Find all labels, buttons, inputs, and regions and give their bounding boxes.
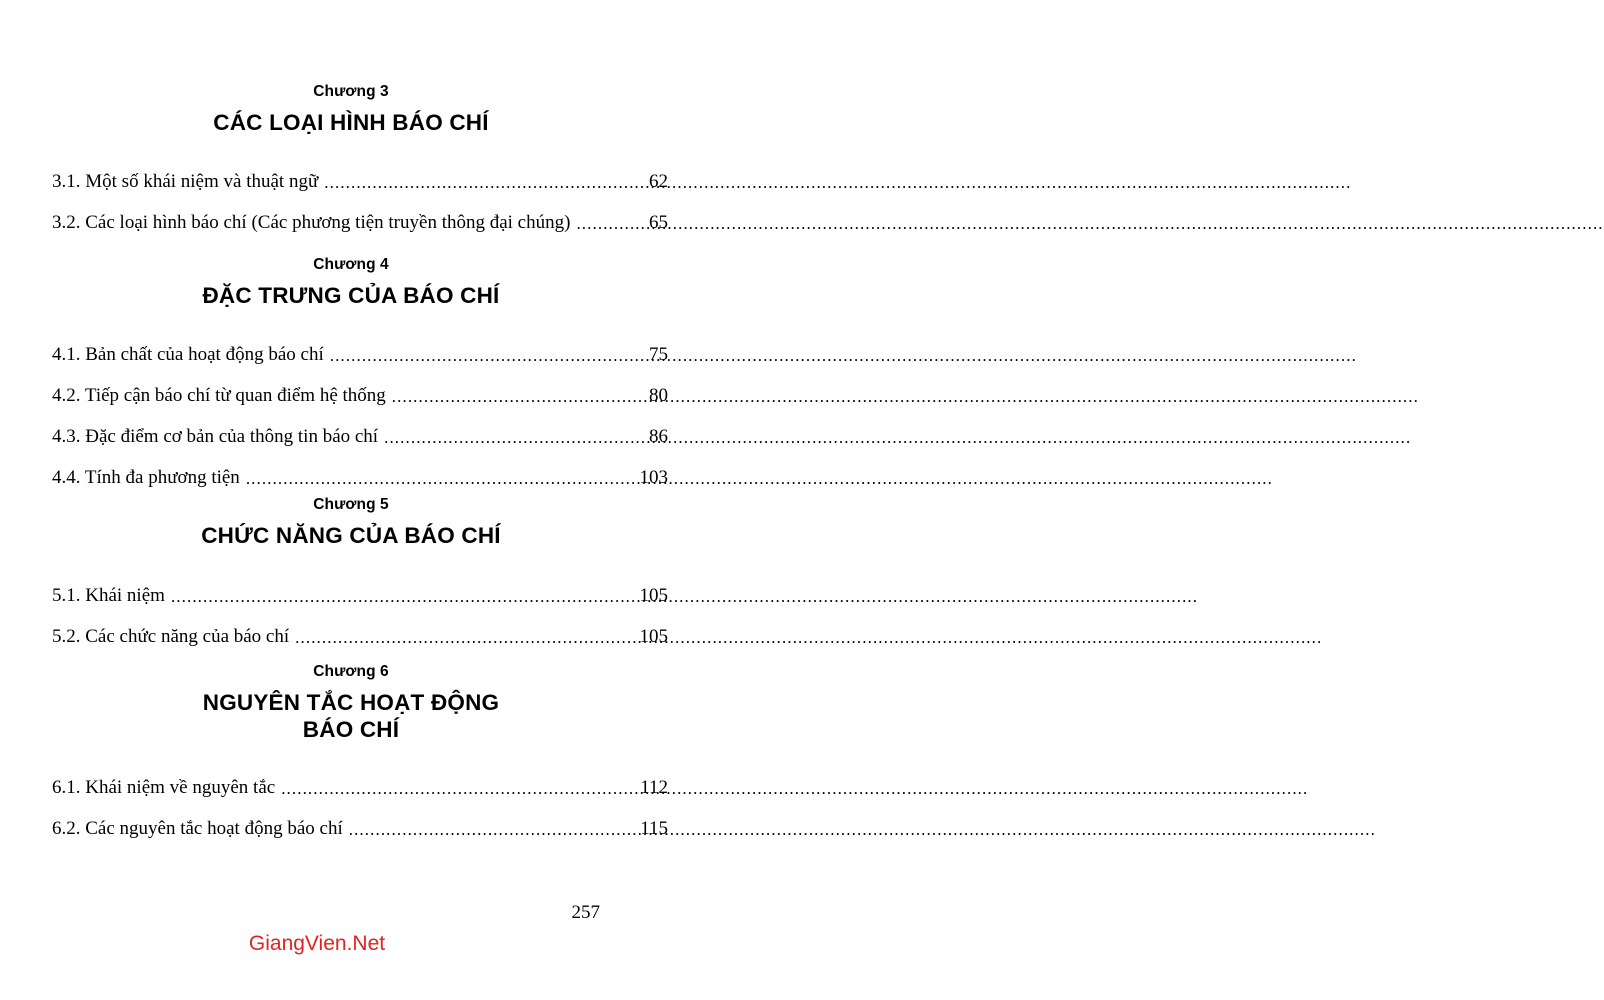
toc-entry-label: 4.2. Tiếp cận báo chí từ quan điểm hệ thống — [52, 384, 386, 406]
toc-entry-page-number: 103 — [639, 466, 668, 488]
chapter-heading-4 — [34, 257, 668, 309]
toc-entry-label: 4.3. Đặc điểm cơ bản của thông tin báo chí — [52, 425, 379, 447]
chapter-title-line: NGUYÊN TẮC HOẠT ĐỘNG — [202, 689, 500, 715]
leader-dots — [295, 627, 634, 646]
site-watermark: GiangVien.Net — [248, 932, 386, 955]
leader-dots — [246, 468, 634, 487]
leader-dots — [576, 213, 634, 232]
chapter-block-6 — [34, 664, 668, 838]
toc-entry[interactable] — [34, 627, 668, 646]
toc-entry-page-number: 105 — [639, 625, 668, 647]
toc-entry[interactable] — [34, 213, 668, 232]
leader-dots — [384, 427, 634, 446]
toc-entry[interactable] — [34, 468, 668, 487]
chapter-title-line: BÁO CHÍ — [302, 716, 400, 742]
toc-entry[interactable] — [34, 172, 668, 191]
chapter-block-3 — [34, 84, 668, 232]
chapter-title-3 — [34, 109, 668, 136]
toc-entry-label: 5.1. Khái niệm — [52, 584, 165, 606]
toc-entry-page-number: 86 — [649, 425, 668, 447]
table-of-contents-page — [0, 0, 668, 1000]
toc-entry-page-number: 65 — [649, 211, 668, 233]
chapter-title-line: CHỨC NĂNG CỦA BÁO CHÍ — [201, 522, 501, 548]
chapter-kicker-6: Chương 6 — [313, 663, 389, 680]
toc-entry-label: 4.4. Tính đa phương tiện — [52, 466, 240, 488]
chapter-kicker-4: Chương 4 — [313, 256, 389, 273]
chapter-title-4 — [34, 282, 668, 309]
toc-entry-list-5 — [34, 586, 668, 646]
toc-entry-list-6 — [34, 778, 668, 838]
toc-entry-label: 6.2. Các nguyên tắc hoạt động báo chí — [52, 818, 343, 840]
toc-entry-page-number: 112 — [640, 777, 668, 799]
toc-entry-page-number: 105 — [639, 584, 668, 606]
chapter-block-4 — [34, 257, 668, 487]
toc-entry-page-number: 80 — [649, 384, 668, 406]
chapter-block-5 — [34, 497, 668, 646]
toc-entry-label: 5.2. Các chức năng của báo chí — [52, 625, 290, 647]
toc-entry-label: 4.1. Bản chất của hoạt động báo chí — [52, 343, 324, 365]
toc-entry-list-4 — [34, 345, 668, 487]
toc-entry-label: 3.2. Các loại hình báo chí (Các phương tiện truyền thông đại chúng) — [52, 211, 571, 233]
chapter-heading-5 — [34, 497, 668, 549]
toc-entry-page-number: 75 — [649, 343, 668, 365]
leader-dots — [281, 778, 634, 797]
toc-entry[interactable] — [34, 778, 668, 797]
chapter-kicker-5: Chương 5 — [313, 496, 389, 513]
toc-entry-page-number: 62 — [649, 170, 668, 192]
chapter-title-line: ĐẶC TRƯNG CỦA BÁO CHÍ — [202, 282, 500, 308]
toc-entry[interactable] — [34, 586, 668, 605]
chapter-title-line: CÁC LOẠI HÌNH BÁO CHÍ — [213, 109, 489, 135]
toc-entry[interactable] — [34, 427, 668, 446]
chapter-kicker-3: Chương 3 — [313, 83, 389, 100]
leader-dots — [330, 345, 634, 364]
chapter-heading-3 — [34, 84, 668, 136]
leader-dots — [349, 819, 634, 838]
page-number: 257 — [571, 902, 600, 923]
toc-entry-label: 6.1. Khái niệm về nguyên tắc — [52, 777, 276, 799]
leader-dots — [392, 386, 634, 405]
toc-entry[interactable] — [34, 345, 668, 364]
toc-entry-list-3 — [34, 172, 668, 232]
toc-entry-label: 3.1. Một số khái niệm và thuật ngữ — [52, 170, 319, 192]
chapter-heading-6 — [34, 664, 668, 743]
toc-entry[interactable] — [34, 386, 668, 405]
toc-entry[interactable] — [34, 819, 668, 838]
chapter-title-6 — [34, 689, 668, 744]
leader-dots — [324, 172, 634, 191]
chapter-title-5 — [34, 522, 668, 549]
toc-entry-page-number: 115 — [640, 818, 668, 840]
leader-dots — [171, 586, 634, 605]
